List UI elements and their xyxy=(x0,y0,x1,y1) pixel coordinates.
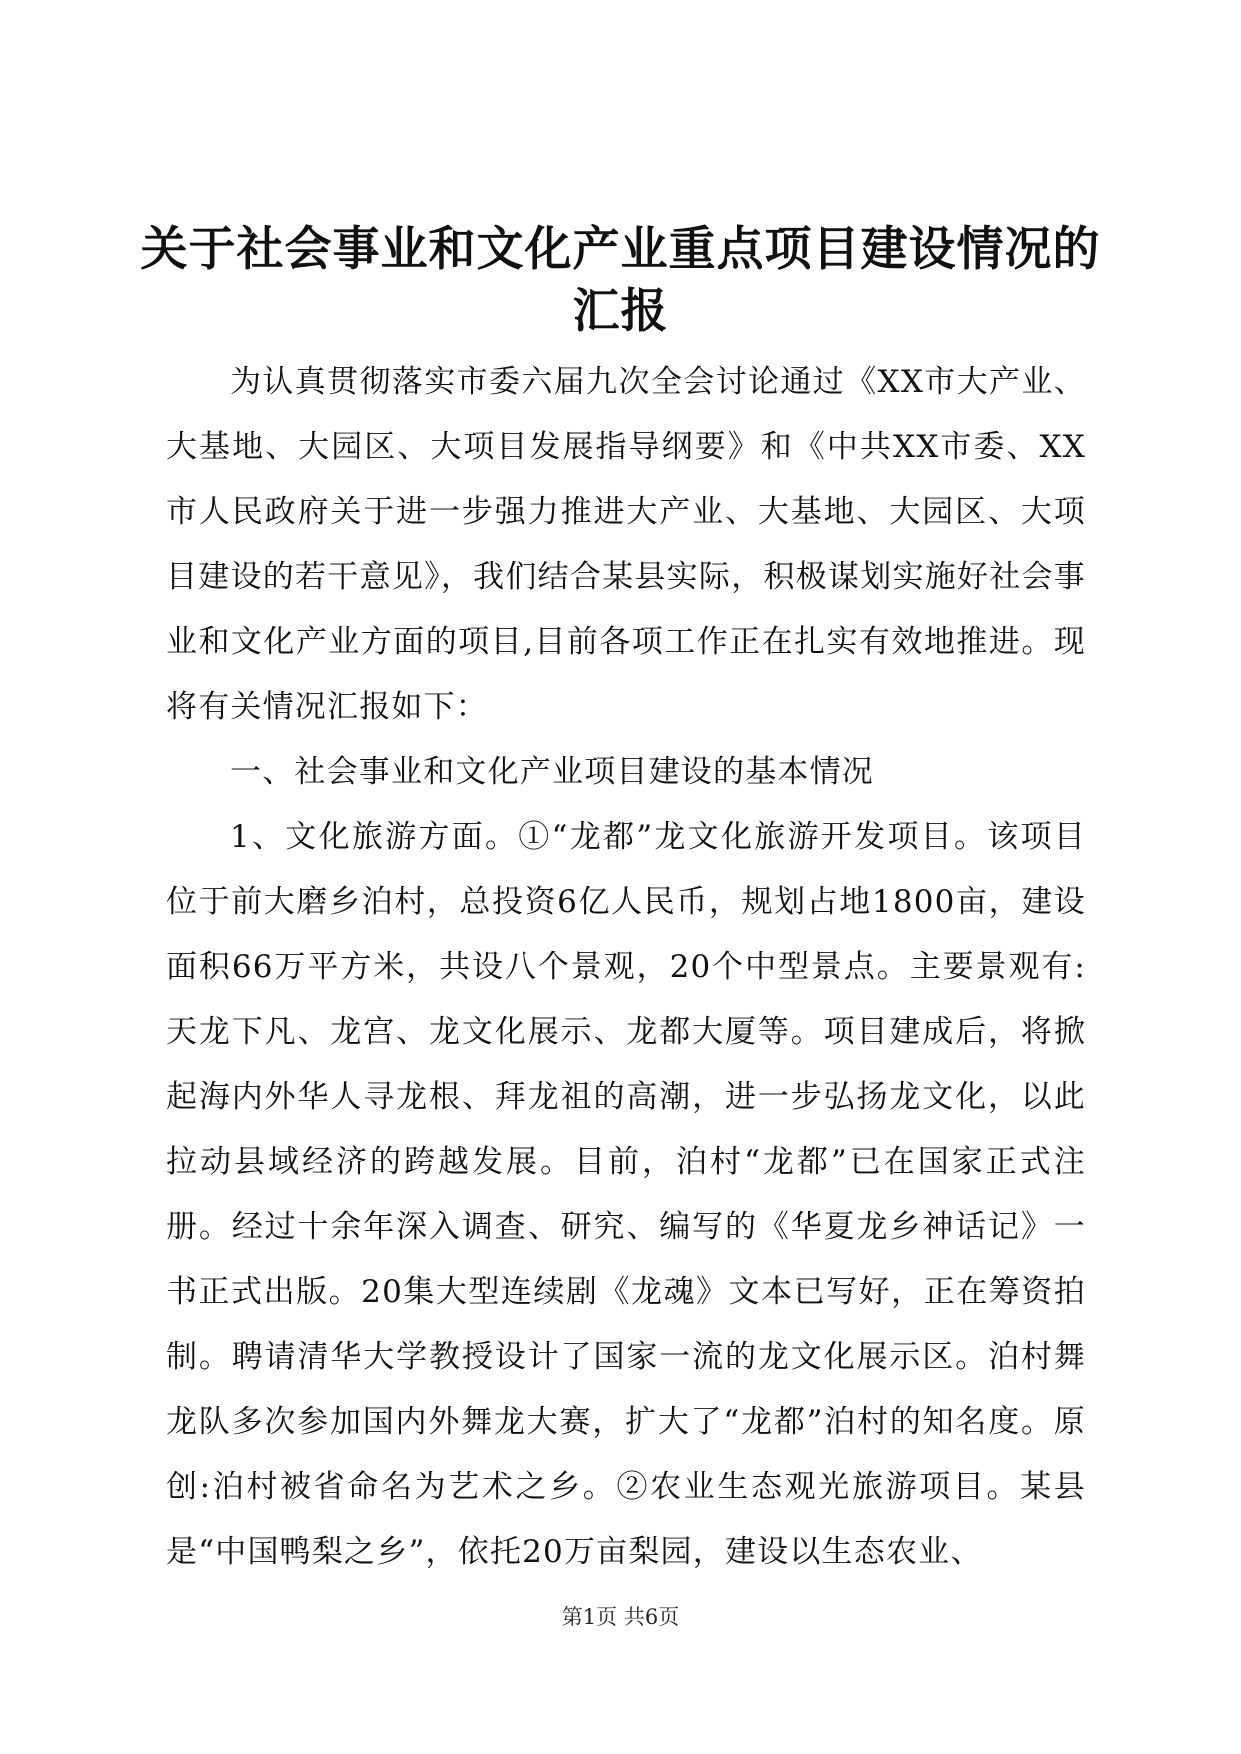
document-title-line-2: 汇报 xyxy=(572,284,669,339)
page-footer: 第1页 共6页 xyxy=(561,1605,680,1629)
document-body xyxy=(166,350,1086,1585)
body-paragraph-culture-tourism: 1、文化旅游方面。①“龙都”龙文化旅游开发项目。该项目位于前大磨乡泊村，总投资6亿人民币，规划占地1800亩，建设面积66万平方米，共设八个景观，20个中型景点。主要景观有:天龙下凡、龙宫、龙文化展示、龙都大厦等。项目建成后，将掀起海内外华人寻龙根、拜龙祖的高潮，进一步弘扬龙文化，以此拉动县域经济的跨越发展。目前，泊村“龙都”已在国家正式注册。经过十余年深入调查、研究、编写的《华夏龙乡神话记》一书正式出版。20集大型连续剧《龙魂》文本已写好，正在筹资拍制。聘请清华大学教授设计了国家一流的龙文化展示区。泊村舞龙队多次参加国内外舞龙大赛，扩大了“龙都”泊村的知名度。原创:泊村被省命名为艺术之乡。②农业生态观光旅游项目。某县是“中国鸭梨之乡”，依托20万亩梨园，建设以生态农业、 xyxy=(166,819,1086,1570)
body-paragraph-intro: 为认真贯彻落实市委六届九次全会讨论通过《XX市大产业、大基地、大园区、大项目发展指导纲要》和《中共XX市委、XX市人民政府关于进一步强力推进大产业、大基地、大园区、大项目建设的若干意见》，我们结合某县实际，积极谋划实施好社会事业和文化产业方面的项目,目前各项工作正在扎实有效地推进。现将有关情况汇报如下： xyxy=(166,364,1086,725)
document-title-line-1: 关于社会事业和文化产业重点项目建设情况的 xyxy=(140,222,1101,277)
section-heading-basic-situation: 一、社会事业和文化产业项目建设的基本情况 xyxy=(230,754,874,790)
